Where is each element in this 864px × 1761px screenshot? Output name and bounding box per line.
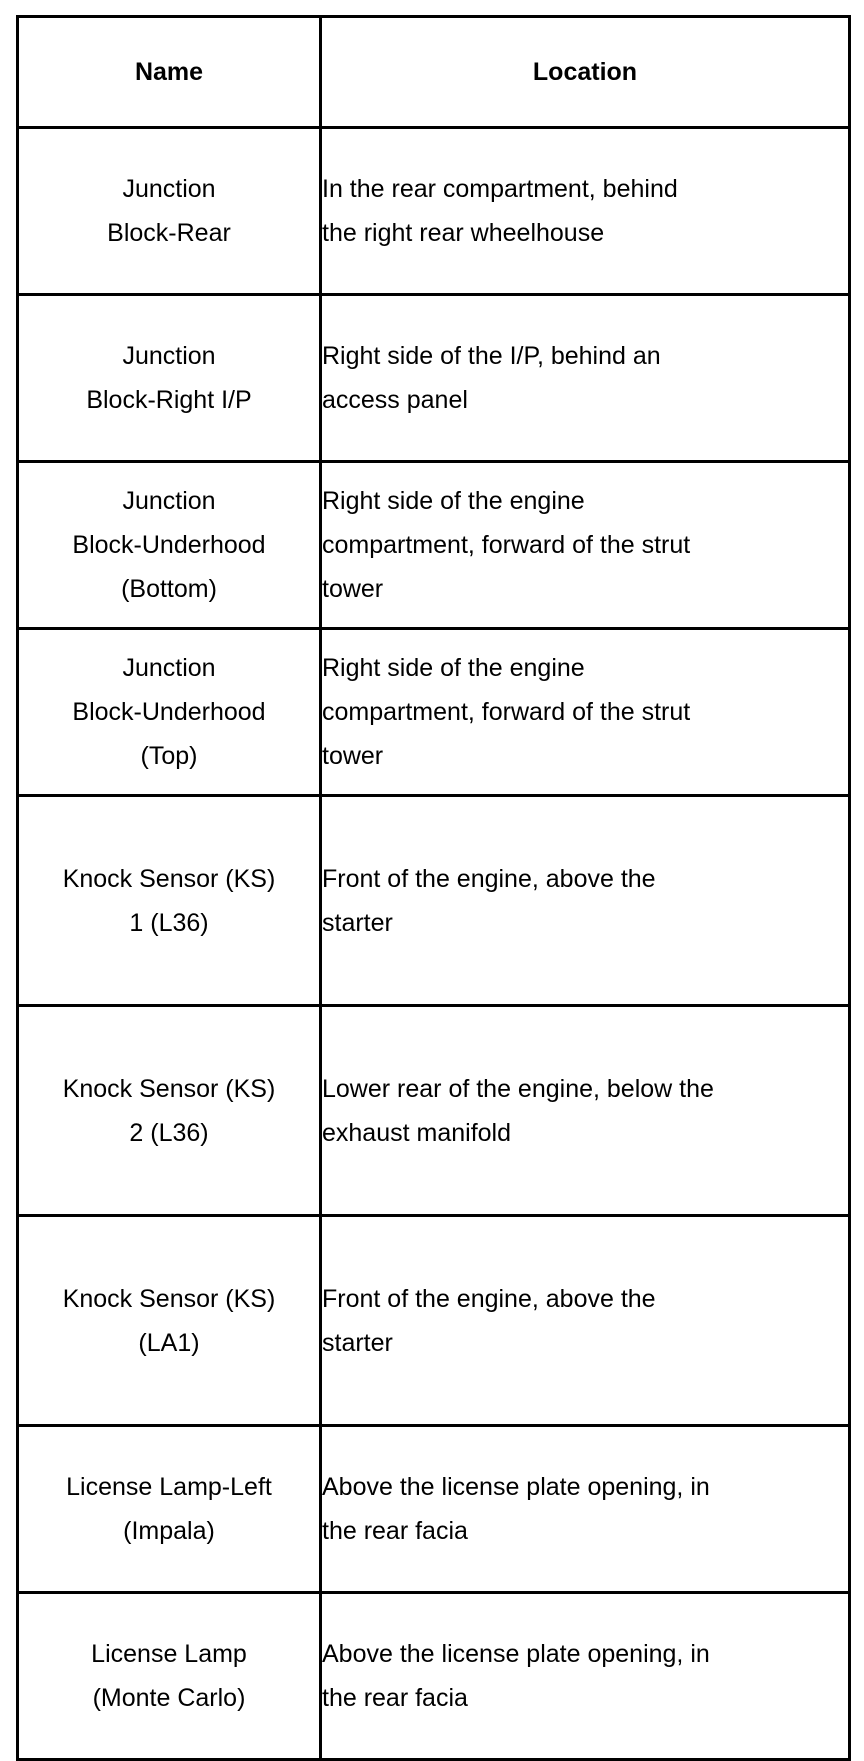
component-location-line: Lower rear of the engine, below the: [322, 1074, 714, 1103]
component-location-line: exhaust manifold: [322, 1118, 512, 1147]
component-name-line: (Impala): [123, 1517, 215, 1545]
component-name-line: Block-Underhood: [72, 698, 266, 726]
component-name-line: (LA1): [138, 1328, 200, 1357]
table-row: [18, 629, 850, 796]
component-name-line: 1 (L36): [129, 908, 209, 937]
table-row: [18, 1006, 850, 1216]
component-location-line: Above the license plate opening, in: [322, 1640, 710, 1668]
component-location-line: the right rear wheelhouse: [322, 219, 605, 247]
component-location-cell: [321, 1593, 850, 1760]
component-location-line: compartment, forward of the strut: [322, 531, 691, 559]
component-location-line: the rear facia: [322, 1684, 468, 1712]
component-location-cell: [321, 1006, 850, 1216]
component-name-line: Knock Sensor (KS): [62, 864, 276, 893]
component-name-line: Junction: [122, 654, 216, 682]
component-name-cell: [18, 1006, 321, 1216]
component-name-line: Junction: [122, 487, 216, 515]
component-name-line: (Monte Carlo): [92, 1684, 246, 1712]
component-name-cell: [18, 796, 321, 1006]
component-location-line: tower: [322, 575, 384, 603]
component-location-line: access panel: [322, 386, 468, 414]
component-location-cell: [321, 128, 850, 295]
column-header-name: Name: [18, 17, 321, 128]
component-name-line: Block-Underhood: [72, 531, 266, 559]
component-location-cell: [321, 796, 850, 1006]
component-name-line: Knock Sensor (KS): [62, 1284, 276, 1313]
component-location-cell: [321, 1216, 850, 1426]
component-name-line: Junction: [122, 342, 216, 370]
component-location-table: [16, 15, 851, 1761]
component-location-cell: [321, 629, 850, 796]
component-name-line: 2 (L36): [129, 1118, 209, 1147]
component-location-line: Right side of the engine: [322, 487, 585, 515]
component-name-line: Block-Right I/P: [86, 386, 252, 414]
component-location-line: the rear facia: [322, 1517, 468, 1545]
table-row: [18, 796, 850, 1006]
component-location-line: tower: [322, 742, 384, 770]
component-name-line: (Bottom): [121, 575, 217, 603]
column-header-location: Location: [321, 17, 850, 128]
component-name-line: License Lamp: [91, 1640, 247, 1668]
component-location-line: Front of the engine, above the: [322, 1284, 656, 1313]
component-name-cell: [18, 1593, 321, 1760]
table-row: [18, 462, 850, 629]
table-row: [18, 1426, 850, 1593]
component-name-line: Block-Rear: [107, 219, 231, 247]
table-row: [18, 295, 850, 462]
component-location-line: Front of the engine, above the: [322, 864, 656, 893]
component-name-cell: [18, 462, 321, 629]
component-location-line: Right side of the I/P, behind an: [322, 342, 661, 370]
component-name-cell: [18, 1426, 321, 1593]
component-location-cell: [321, 462, 850, 629]
component-name-cell: [18, 1216, 321, 1426]
table-row: [18, 1593, 850, 1760]
component-name-cell: [18, 629, 321, 796]
component-location-line: starter: [322, 1328, 393, 1357]
component-name-cell: [18, 295, 321, 462]
component-location-cell: [321, 295, 850, 462]
component-location-line: compartment, forward of the strut: [322, 698, 691, 726]
header-row: [18, 17, 850, 128]
table-row: [18, 128, 850, 295]
component-name-cell: [18, 128, 321, 295]
table-row: [18, 1216, 850, 1426]
component-location-cell: [321, 1426, 850, 1593]
component-name-line: License Lamp-Left: [66, 1473, 272, 1501]
component-location-line: Right side of the engine: [322, 654, 585, 682]
component-location-line: Above the license plate opening, in: [322, 1473, 710, 1501]
component-location-line: starter: [322, 908, 393, 937]
component-location-line: In the rear compartment, behind: [322, 175, 678, 203]
component-name-line: Junction: [122, 175, 216, 203]
component-name-line: (Top): [140, 742, 198, 770]
component-name-line: Knock Sensor (KS): [62, 1074, 276, 1103]
